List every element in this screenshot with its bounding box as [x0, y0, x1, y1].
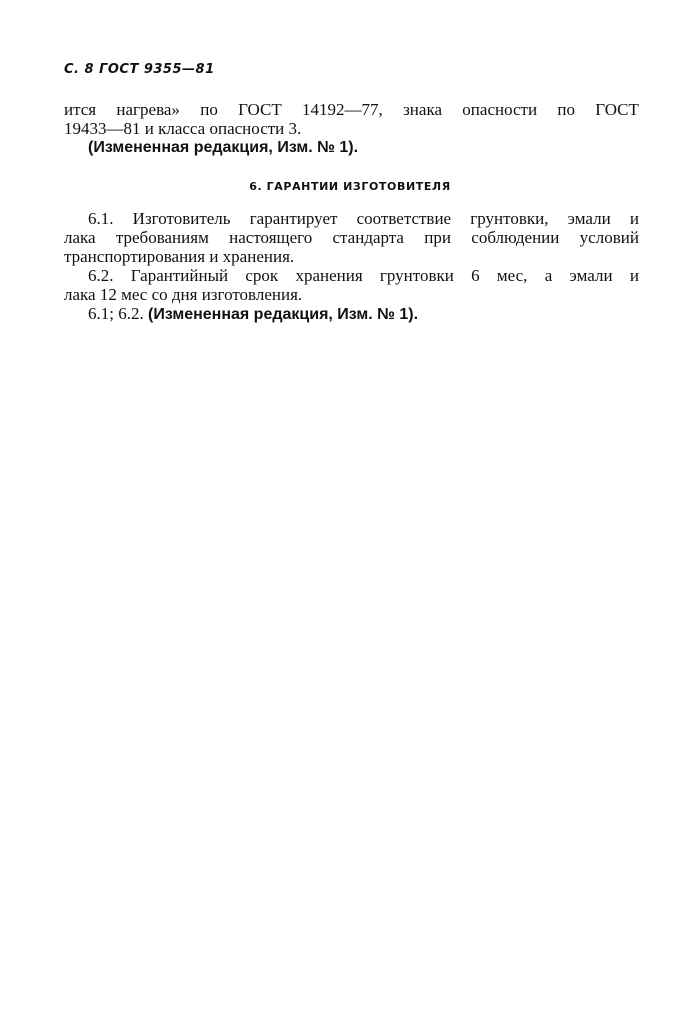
paragraph-6-1-line-1	[64, 209, 639, 228]
word: соответствие	[356, 209, 452, 228]
word: грунтовки	[379, 266, 454, 285]
page-header: С. 8 ГОСТ 9355—81	[64, 62, 215, 77]
word: гарантирует	[249, 209, 338, 228]
word: по	[200, 100, 218, 119]
amendment-note: (Измененная редакция, Изм. № 1).	[88, 139, 359, 156]
word: мес,	[496, 266, 528, 285]
word: ГОСТ	[595, 100, 639, 119]
word: хранения	[295, 266, 363, 285]
word: Изготовитель	[132, 209, 231, 228]
word: условий	[579, 228, 639, 247]
continuation-text	[64, 100, 639, 157]
word: 6.1.	[88, 209, 114, 228]
word: требованиям	[115, 228, 209, 247]
paragraph-amendment-line	[64, 304, 639, 324]
word: соблюдении	[471, 228, 560, 247]
word: грунтовки,	[470, 209, 549, 228]
word: ГОСТ	[238, 100, 282, 119]
continuation-line-2: 19433—81 и класса опасности 3.	[64, 119, 302, 138]
word: знака	[403, 100, 442, 119]
word: лака	[64, 228, 96, 247]
continuation-line-1	[64, 100, 639, 119]
word: стандарта	[332, 228, 404, 247]
paragraph-6-1-line-3: транспортирования и хранения.	[64, 247, 295, 266]
word: и	[629, 266, 639, 285]
word: по	[557, 100, 575, 119]
paragraph-6-1-line-2	[64, 228, 639, 247]
word: ится	[64, 100, 97, 119]
word: 6	[471, 266, 480, 285]
word: 6.2.	[88, 266, 114, 285]
word: и	[629, 209, 639, 228]
word: при	[424, 228, 451, 247]
word: а	[544, 266, 553, 285]
amendment-note: (Измененная редакция, Изм. № 1).	[147, 306, 419, 323]
word: Гарантийный	[130, 266, 229, 285]
section-body	[64, 209, 639, 324]
word: эмали	[569, 266, 613, 285]
paragraph-6-2-line-1	[64, 266, 639, 285]
paragraph-6-2-line-2: лака 12 мес со дня изготовления.	[64, 285, 303, 304]
amendment-reference: 6.1; 6.2.	[88, 304, 144, 323]
word: настоящего	[229, 228, 313, 247]
word: 14192—77,	[302, 100, 383, 119]
word: опасности	[462, 100, 538, 119]
word: нагрева»	[116, 100, 180, 119]
section-heading: 6. ГАРАНТИИ ИЗГОТОВИТЕЛЯ	[249, 180, 451, 193]
word: срок	[245, 266, 279, 285]
word: эмали	[567, 209, 611, 228]
